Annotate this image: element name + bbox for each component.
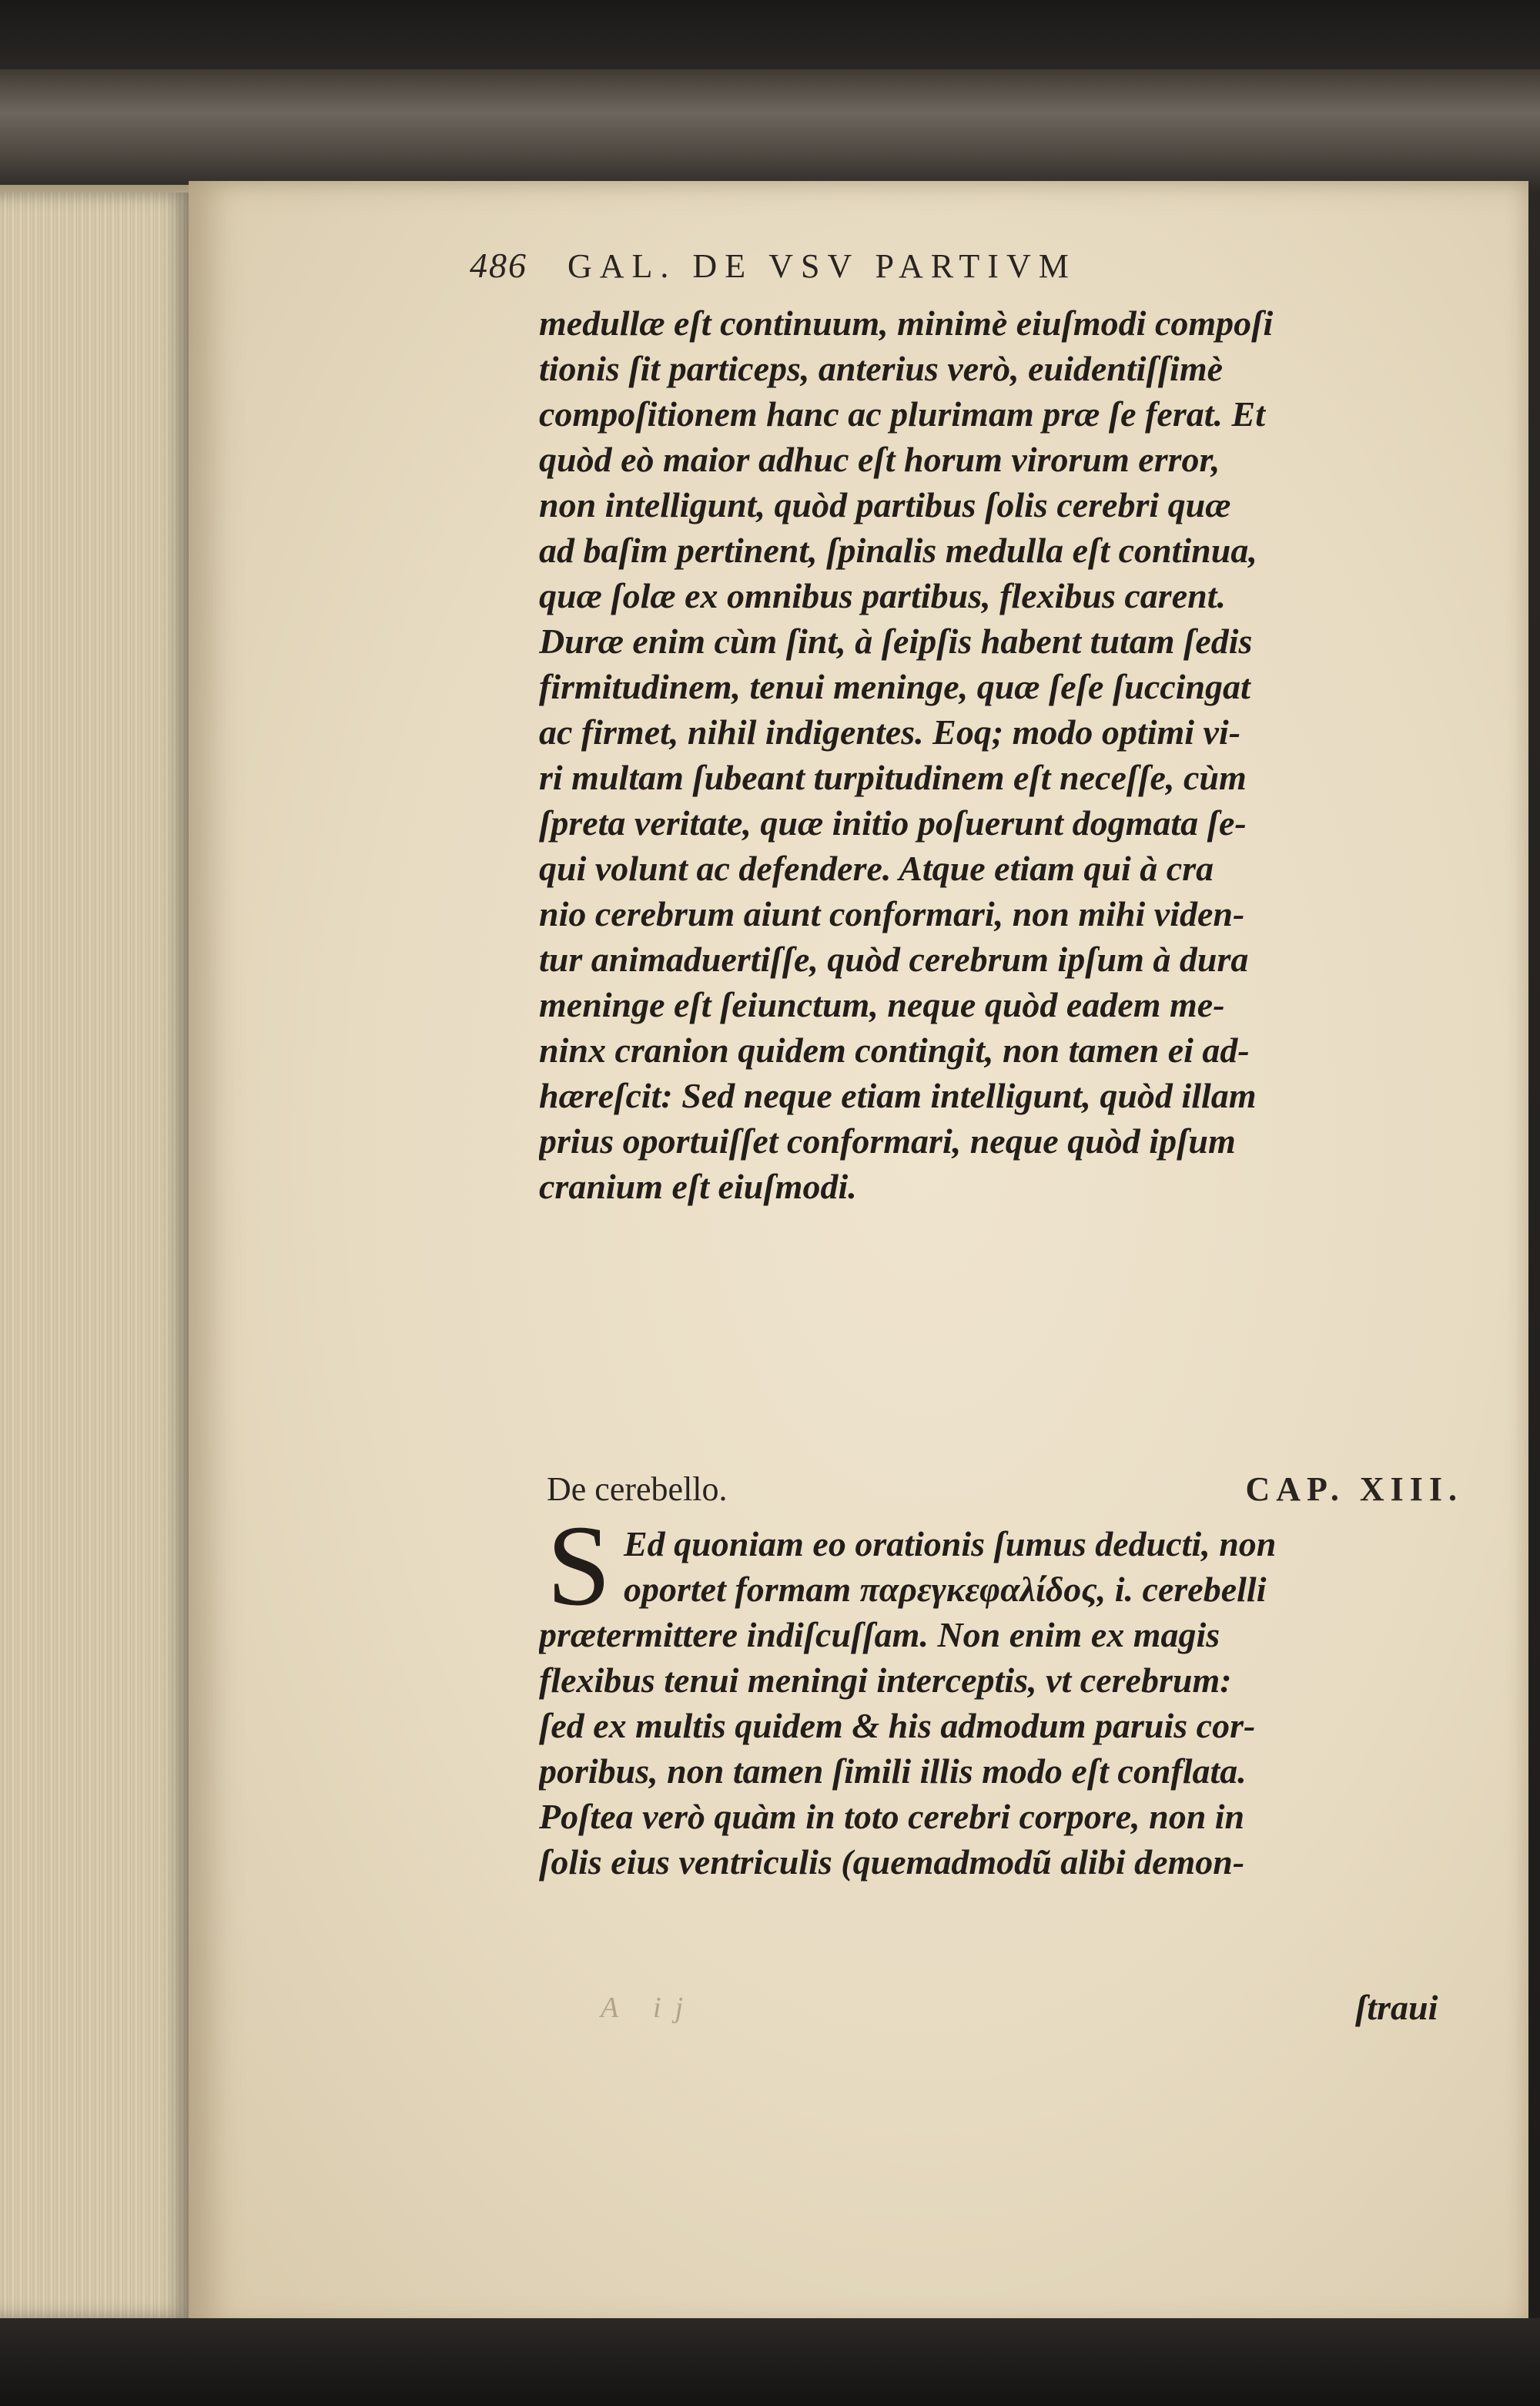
text-line: meninge eſt ſeiunctum, neque quòd eadem me- [539, 985, 1225, 1024]
text-line: nio cerebrum aiunt conformari, non mihi viden- [539, 894, 1245, 933]
running-head [470, 245, 1471, 291]
text-line: prætermittere indiſcuſſam. Non enim ex magis [539, 1615, 1220, 1654]
text-line: compoſitionem hanc ac plurimam præ ſe ferat. Et [539, 394, 1265, 434]
chapter-title: De cerebello. [547, 1470, 728, 1508]
running-title: GAL. DE VSV PARTIVM [567, 247, 1076, 285]
text-line: ri multam ſubeant turpitudinem eſt neceſſe, cùm [539, 758, 1247, 797]
chapter-number: CAP. XIII. [1245, 1470, 1463, 1508]
catchword: ſtraui [1355, 1988, 1438, 2027]
text-line: cranium eſt eiuſmodi. [539, 1167, 857, 1206]
text-line: non intelligunt, quòd partibus ſolis cerebri quæ [539, 485, 1231, 524]
text-line: qui volunt ac defendere. Atque etiam qui à cra [539, 849, 1214, 888]
text-line: prius oportuiſſet conformari, neque quòd ipſum [539, 1121, 1236, 1161]
text-line: medullæ eſt continuum, minimè eiuſmodi compoſi [539, 303, 1274, 343]
text-line: quæ ſolæ ex omnibus partibus, flexibus carent. [539, 576, 1226, 615]
text-line: Poſtea verò quàm in toto cerebri corpore, non in [539, 1797, 1245, 1836]
text-line: tur animaduertiſſe, quòd cerebrum ipſum à dura [539, 940, 1249, 979]
text-line: poribus, non tamen ſimili illis modo eſt conflata. [539, 1751, 1247, 1791]
signature-mark: A ij [601, 1992, 698, 2024]
text-line: ſpreta veritate, quæ initio poſuerunt dogmata ſe- [539, 803, 1247, 843]
book-spine-edge [0, 69, 1540, 193]
text-line: ninx cranion quidem contingit, non tamen ei ad- [539, 1030, 1250, 1070]
text-line: ad baſim pertinent, ſpinalis medulla eſt continua, [539, 531, 1257, 570]
text-line: flexibus tenui meningi interceptis, vt cerebrum: [539, 1660, 1232, 1700]
bottom-shadow [0, 2318, 1540, 2406]
page-stack-edges [0, 193, 192, 2318]
chapter-text [539, 1521, 1486, 1885]
text-line: quòd eò maior adhuc eſt horum virorum error, [539, 440, 1220, 479]
drop-cap-initial: S [547, 1502, 611, 1630]
text-line: tionis ſit particeps, anterius verò, euidentiſſimè [539, 349, 1224, 388]
text-line: oportet formam παρεγκεφαλίδος, i. cerebelli [624, 1570, 1267, 1609]
text-line: Duræ enim cùm ſint, à ſeipſis habent tutam ſedis [539, 622, 1253, 661]
page-number: 486 [470, 246, 527, 285]
text-line: ſed ex multis quidem & his admodum paruis cor- [539, 1706, 1256, 1745]
body-text [539, 300, 1486, 1209]
text-line: ac firmet, nihil indigentes. Eoq; modo optimi vi- [539, 712, 1241, 752]
text-line: firmitudinem, tenui meninge, quæ ſeſe ſuccingat [539, 667, 1250, 706]
text-line: ſolis eius ventriculis (quemadmodũ alibi demon- [539, 1842, 1245, 1882]
text-line: Ed quoniam eo orationis ſumus deducti, non [624, 1524, 1277, 1563]
text-line: hæreſcit: Sed neque etiam intelligunt, quòd illam [539, 1076, 1257, 1115]
chapter-heading [547, 1469, 1463, 1516]
